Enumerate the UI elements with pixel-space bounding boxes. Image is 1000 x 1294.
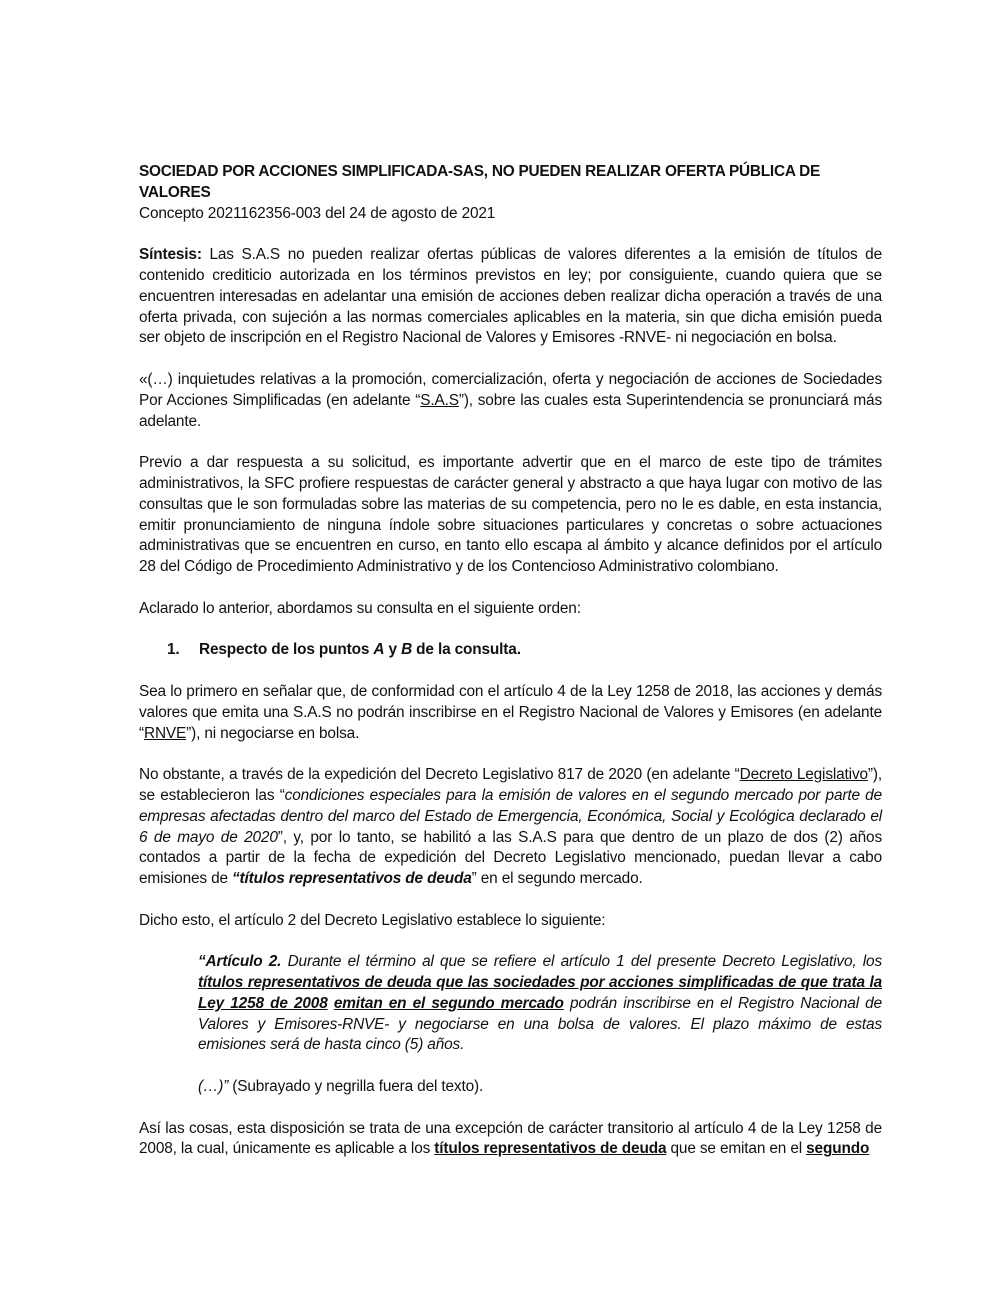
decree-bold-term: “títulos representativos de deuda — [232, 870, 472, 888]
article-quote-close — [198, 1077, 882, 1098]
rnve-defined-term: RNVE — [143, 724, 187, 742]
article-underlined-1: títulos representativos de deuda que las sociedades por acciones simplificadas de que trata la Ley 1258 de 2008 — [198, 974, 882, 1012]
section-heading-end: de la consulta. — [412, 641, 521, 659]
quote-note: (Subrayado y negrilla fuera del texto). — [228, 1078, 484, 1096]
decree-text-2: ”), se establecieron las “ — [139, 766, 882, 804]
article-text: Durante el término al que se refiere el artículo 1 del presente Decreto Legislativo, los — [281, 953, 882, 971]
section-heading-1 — [139, 640, 882, 661]
article-underlined-2: emitan en el segundo mercado — [333, 994, 564, 1012]
document-title: SOCIEDAD POR ACCIONES SIMPLIFICADA-SAS, NO PUEDEN REALIZAR OFERTA PÚBLICA DE VALORES — [139, 163, 821, 201]
conclusion-paragraph — [139, 1119, 882, 1161]
section-point-a: A — [373, 641, 385, 659]
document-subtitle: Concepto 2021162356-003 del 24 de agosto de 2021 — [139, 204, 496, 222]
section-heading-and: y — [384, 641, 402, 659]
conclusion-underlined-2: segundo — [806, 1140, 870, 1158]
quote-ellipsis: (…)” — [198, 1078, 229, 1096]
order-paragraph: Aclarado lo anterior, abordamos su consulta en el siguiente orden: — [139, 599, 581, 617]
conclusion-text: Así las cosas, esta disposición se trata de una excepción de carácter transitorio al artículo 4 de la Ley 1258 de 2008, la cual, únicamente es aplicable a los — [139, 1119, 882, 1158]
rnve-text-end: ”), ni negociarse en bolsa. — [186, 724, 360, 742]
decree-defined-term: Decreto Legislativo — [739, 766, 868, 784]
article-lead: “Artículo 2. — [198, 953, 282, 971]
section-point-b: B — [401, 641, 413, 659]
section-heading-text: Respecto de los puntos — [199, 641, 374, 659]
conclusion-text-2: que se emitan en el — [666, 1140, 807, 1158]
article-quote — [198, 952, 882, 1056]
article-intro-paragraph: Dicho esto, el artículo 2 del Decreto Legislativo establece lo siguiente: — [139, 911, 606, 929]
synthesis-paragraph — [139, 245, 882, 349]
intro-text: «(…) inquietudes relativas a la promoción, comercialización, oferta y negociación de acciones de Sociedades Por Acciones Simplificadas (en adelante “ — [139, 370, 882, 409]
intro-paragraph — [139, 370, 882, 432]
article-text-end: podrán inscribirse en el Registro Nacional de Valores y Emisores-RNVE- y negociarse en una bolsa de valores. El plazo máximo de estas emisiones será de hasta cinco (5) años. — [198, 994, 882, 1054]
rnve-paragraph — [139, 682, 882, 744]
conclusion-underlined-1: títulos representativos de deuda — [434, 1140, 667, 1158]
decree-quoted-conditions: condiciones especiales para la emisión de valores en el segundo mercado por parte de empresas afectadas dentro del marco del Estado de Emergencia, Económica, Social y Ecológica declarado el 6 de mayo de 2020 — [139, 786, 882, 846]
intro-text-end: ”), sobre las cuales esta Superintendencia se pronunciará más adelante. — [139, 391, 882, 430]
decree-paragraph — [139, 765, 882, 890]
synthesis-label: Síntesis: — [139, 246, 202, 264]
decree-text-end: ” en el segundo mercado. — [471, 870, 643, 888]
disclaimer-paragraph: Previo a dar respuesta a su solicitud, es importante advertir que en el marco de este tipo de trámites administrativos, la SFC profiere respuestas de carácter general y abstracto a que haya lugar con motivo de las consultas que le son formuladas sobre las materias de su competencia, pero no le es dable, en esta instancia, emitir pronunciamiento de ninguna índole sobre situaciones particulares y concretas o sobre actuaciones administrativas que se encuentren en curso, en tanto ello escapa al ámbito y alcance definidos por el artículo 28 del Código de Procedimiento Administrativo y de los Contencioso Administrativo colombiano. — [139, 454, 882, 576]
synthesis-text: Las S.A.S no pueden realizar ofertas públicas de valores diferentes a la emisión de títulos de contenido crediticio autorizada en los términos previstos en ley; por consiguiente, cuando quiera que se encuentren interesadas en adelantar una emisión de acciones deben realizar dicha operación a través de una oferta privada, con sujeción a las normas comerciales aplicables en la materia, sin que dicha emisión pueda ser objeto de inscripción en el Registro Nacional de Valores y Emisores -RNVE- ni negociación en bolsa. — [139, 246, 882, 347]
rnve-text: Sea lo primero en señalar que, de conformidad con el artículo 4 de la Ley 1258 de 2018, las acciones y demás valores que emita una S.A.S no podrán inscribirse en el Registro Nacional de Valores y Emisores (en adelante “ — [139, 682, 882, 742]
decree-text: No obstante, a través de la expedición del Decreto Legislativo 817 de 2020 (en adelante “ — [139, 766, 740, 784]
sas-defined-term: S.A.S — [420, 391, 459, 409]
section-number: 1. — [167, 641, 180, 659]
decree-text-3: ”, y, por lo tanto, se habilitó a las S.A.S para que dentro de un plazo de dos (2) años contados a partir de la fecha de expedición del Decreto Legislativo mencionado, puedan llevar a cabo emisiones de — [139, 828, 882, 888]
document-page — [139, 162, 882, 1160]
